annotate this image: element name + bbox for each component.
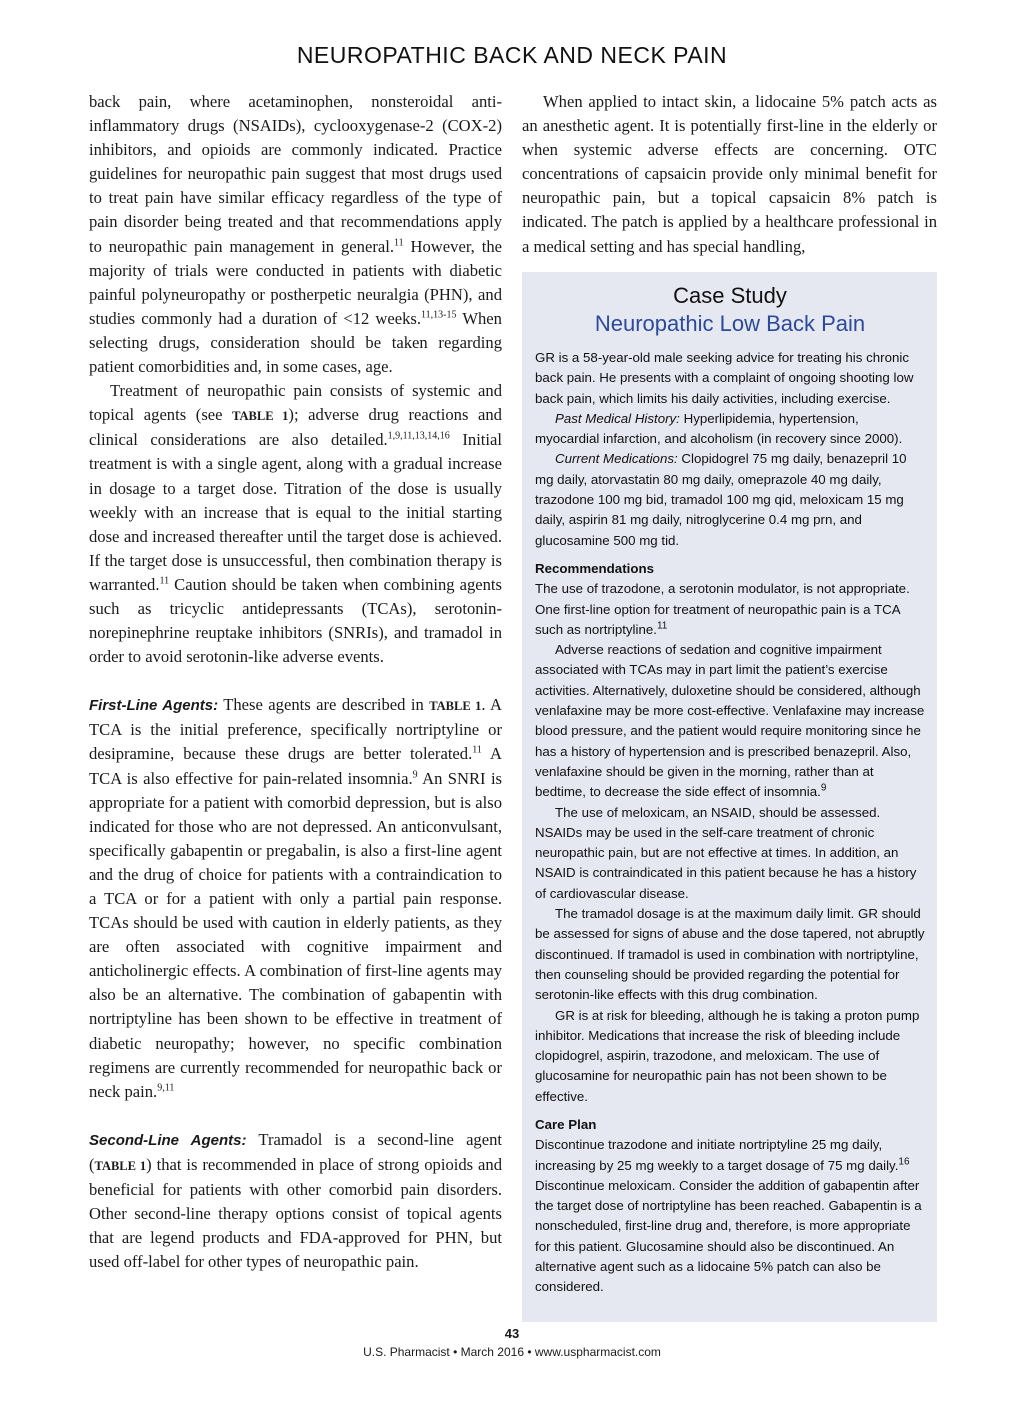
past-medical-history: Past Medical History: Hyperlipidemia, hypertension, myocardial infarction, and alcoholism (in recovery since 2000).: [535, 410, 903, 447]
recommendation: The use of meloxicam, an NSAID, should be assessed. NSAIDs may be used in the self-care treatment of chronic neuropathic pain, but are not effective at times. In addition, an NSAID is contraindicated in this patient because he has a history of cardiovascular disease.: [535, 804, 917, 901]
left-column: [89, 90, 502, 1274]
case-study-title: Case Study: [673, 283, 787, 308]
first-line-agents-paragraph: First-Line Agents: These agents are described in TABLE 1. A TCA is the initial preference, specifically nortriptyline or desipramine, because these drugs are better tolerated.$^{11}$ A TCA is also effective for pain-related insomnia.$^9$ An SNRI is appropriate for a patient with comorbid depression, but is also indicated for those who are not depressed. An anticonvulsant, specifically gabapentin or pregabalin, is also a first-line agent and the drug of choice for patients with a contraindication to a TCA or for a patient with only a partial pain response. TCAs should be used with caution in elderly patients, as they are often associated with cognitive impairment and anticholinergic effects. A combination of first-line agents may also be an alternative. The combination of gabapentin with nortriptyline has been shown to be effective in treatment of diabetic neuropathy; however, no specific combination regimens are currently recommended for neuropathic back or neck pain.$^{9,11}$: [89, 695, 503, 1101]
care-plan-heading: Care Plan: [535, 1116, 597, 1132]
care-plan: Discontinue trazodone and initiate nortriptyline 25 mg daily, increasing by 25 mg weekly to a target dosage of 75 mg daily.$^{16}$ Discontinue meloxicam. Consider the addition of gabapentin after the target dose of nortriptyline has been reached. Gabapentin is a nonscheduled, first-line drug and, therefore, is more appropriate for this patient. Glucosamine should also be discontinued. An alternative agent such as a lidocaine 5% patch can also be considered.: [535, 1137, 922, 1295]
section-subhead: Second-Line Agents:: [89, 1131, 247, 1149]
case-study-box: [522, 272, 937, 1322]
table-reference: TABLE 1: [232, 409, 289, 424]
recommendation: Adverse reactions of sedation and cognitive impairment associated with TCAs may in part limit the patient’s exercise activities. Alternatively, duloxetine should be considered, although venlafaxine may be more cost-effective. Venlafaxine may increase blood pressure, and the patient would require monitoring since he has a history of hypertension and is prescribed benazepril. Also, venlafaxine should be given in the morning, rather than at bedtime, to decrease the side effect of insomnia.$^9$: [535, 642, 925, 800]
table-reference: TABLE 1: [94, 1158, 147, 1173]
case-study-subtitle: Neuropathic Low Back Pain: [594, 311, 866, 336]
second-line-agents-paragraph: Second-Line Agents: Tramadol is a second-line agent (TABLE 1) that is recommended in place of strong opioids and beneficial for patients with other comorbid pain disorders. Other second-line therapy options consist of topical agents that are legend products and FDA-approved for PHN, but used off-label for other types of neuropathic pain.: [89, 1129, 503, 1272]
table-reference: TABLE 1: [429, 699, 482, 714]
paragraph: Treatment of neuropathic pain consists of systemic and topical agents (see TABLE 1); adverse drug reactions and clinical considerations are also detailed.$^{1,9,11,13,14,16}$ Initial treatment is with a single agent, along with a gradual increase in dosage to a target dose. Titration of the dose is usually weekly with an increase that is equal to the initial starting dose and increased thereafter until the target dose is achieved. If the target dose is unsuccessful, then combination therapy is warranted.$^{11}$ Caution should be taken when combining agents such as tricyclic antidepressants (TCAs), serotonin-norepinephrine reuptake inhibitors (SNRIs), and tramadol in order to avoid serotonin-like adverse events.: [89, 381, 503, 667]
case-intro: GR is a 58-year-old male seeking advice for treating his chronic back pain. He presents with a complaint of ongoing shooting low back pain, which limits his daily activities, including exercise.: [535, 350, 914, 406]
footer-line: U.S. Pharmacist • March 2016 • www.uspharmacist.com: [363, 1345, 661, 1359]
page-footer: [0, 1325, 1024, 1361]
recommendation: GR is at risk for bleeding, although he is taking a proton pump inhibitor. Medications that increase the risk of bleeding include clopidogrel, aspirin, trazodone, and meloxicam. The use of glucosamine for neuropathic pain has not been shown to be effective.: [535, 1007, 920, 1104]
section-subhead: First-Line Agents:: [89, 697, 219, 715]
paragraph: When applied to intact skin, a lidocaine 5% patch acts as an anesthetic agent. It is potentially first-line in the elderly or when systemic adverse effects are concerning. OTC concentrations of capsaicin provide only minimal benefit for neuropathic pain, but a topical capsaicin 8% patch is indicated. The patch is applied by a healthcare professional in a medical setting and has special handling,: [522, 92, 937, 256]
running-header: NEUROPATHIC BACK AND NECK PAIN: [296, 42, 728, 68]
recommendation: The use of trazodone, a serotonin modulator, is not appropriate. One first-line option for treatment of neuropathic pain is a TCA such as nortriptyline.$^{11}$: [535, 581, 910, 637]
current-medications: Current Medications: Clopidogrel 75 mg daily, benazepril 10 mg daily, atorvastatin 80 mg daily, omeprazole 40 mg daily, trazodone 100 mg bid, tramadol 100 mg qid, meloxicam 15 mg daily, aspirin 81 mg daily, nitroglycerine 0.4 mg prn, and glucosamine 500 mg tid.: [535, 451, 907, 548]
recommendation: The tramadol dosage is at the maximum daily limit. GR should be assessed for signs of abuse and the dose tapered, not abruptly discontinued. If tramadol is used in combination with nortriptyline, then counseling should be provided regarding the potential for serotonin-like effects with this drug combination.: [535, 906, 925, 1003]
page-number: 43: [504, 1326, 520, 1341]
right-column: [522, 90, 937, 259]
recommendations-heading: Recommendations: [535, 560, 654, 576]
paragraph: back pain, where acetaminophen, nonsteroidal anti-inflammatory drugs (NSAIDs), cyclooxygenase-2 (COX-2) inhibitors, and opioids are commonly indicated. Practice guidelines for neuropathic pain suggest that most drugs used to treat pain have similar efficacy regardless of the type of pain disorder being treated and that recommendations apply to neuropathic pain management in general.$^{11}$ However, the majority of trials were conducted in patients with diabetic painful polyneuropathy or postherpetic neuralgia (PHN), and studies commonly had a duration of <12 weeks.$^{11,13-15}$ When selecting drugs, consideration should be taken regarding patient comorbidities and, in some cases, age.: [89, 92, 503, 377]
